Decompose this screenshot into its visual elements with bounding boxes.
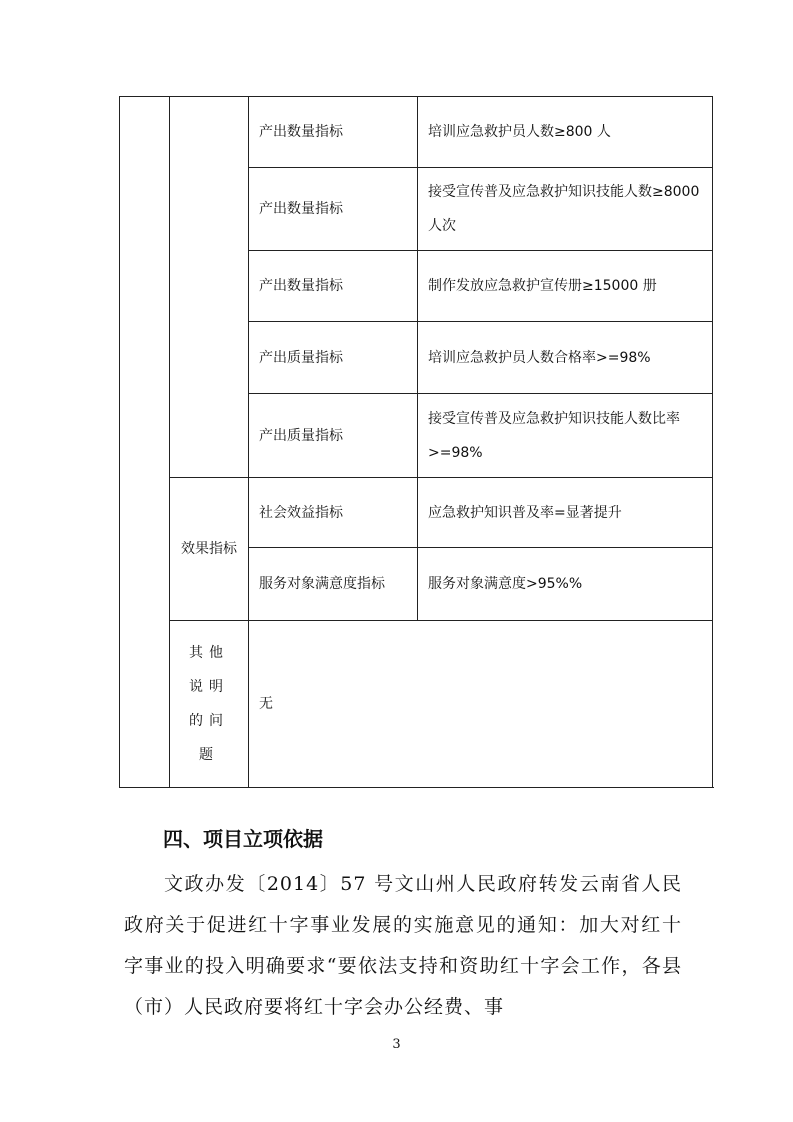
other-notes-value: 无: [249, 621, 713, 788]
indicator-category: 产出数量指标: [249, 168, 418, 251]
indicator-value: 应急救护知识普及率=显著提升: [418, 478, 713, 548]
table-row: [120, 478, 713, 548]
effect-group-label: 效果指标: [170, 478, 249, 621]
blank-left-cell: [120, 97, 170, 788]
indicator-category: 产出数量指标: [249, 97, 418, 168]
indicator-value: 接受宣传普及应急救护知识技能人数比率>=98%: [418, 394, 713, 478]
indicator-value: 接受宣传普及应急救护知识技能人数≥8000 人次: [418, 168, 713, 251]
blank-group-cell: [170, 97, 249, 478]
indicator-value: 服务对象满意度>95%%: [418, 548, 713, 621]
table-row: [120, 621, 713, 788]
indicator-value: 培训应急救护员人数合格率>=98%: [418, 322, 713, 394]
indicator-value: 制作发放应急救护宣传册≥15000 册: [418, 251, 713, 322]
section-heading: 四、项目立项依据: [163, 827, 323, 851]
section-paragraph: 文政办发〔2014〕57 号文山州人民政府转发云南省人民政府关于促进红十字事业发展的实施意见的通知：加大对红十字事业的投入明确要求“要依法支持和资助红十字会工作，各县（市）人民政府要将红十字会办公经费、事: [124, 873, 682, 1018]
indicator-category: 社会效益指标: [249, 478, 418, 548]
indicator-table: [119, 96, 713, 788]
indicator-table-container: [119, 96, 713, 788]
indicator-category: 服务对象满意度指标: [249, 548, 418, 621]
other-notes-label: 其他说明的问题: [170, 621, 249, 788]
indicator-category: 产出质量指标: [249, 394, 418, 478]
page-number: 3: [392, 1037, 401, 1052]
indicator-category: 产出数量指标: [249, 251, 418, 322]
indicator-category: 产出质量指标: [249, 322, 418, 394]
indicator-value: 培训应急救护员人数≥800 人: [418, 97, 713, 168]
table-row: [120, 97, 713, 168]
